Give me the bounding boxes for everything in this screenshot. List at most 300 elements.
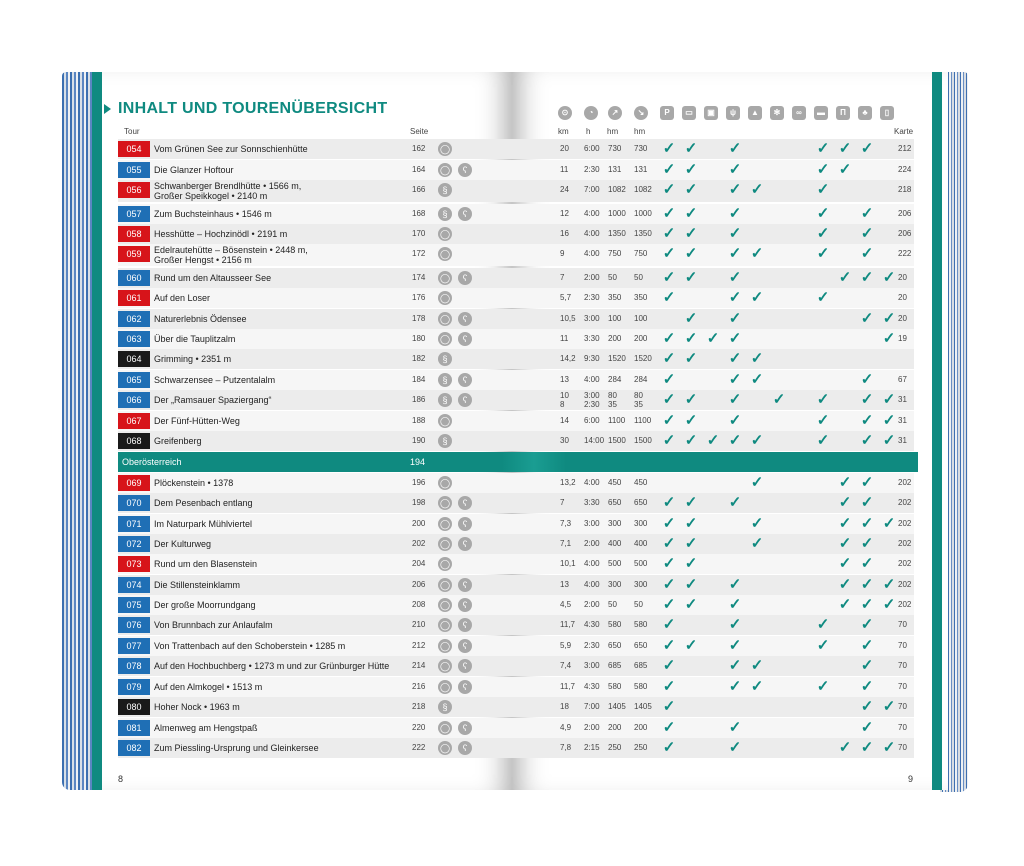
tour-hours: 2:00 <box>584 723 600 732</box>
tour-descent: 1350 <box>634 229 652 238</box>
tour-descent: 1082 <box>634 185 652 194</box>
tour-ascent: 650 <box>608 641 622 650</box>
train-icon: ▣ <box>704 106 718 120</box>
region-page: 194 <box>410 457 426 467</box>
tour-number-badge: 078 <box>118 658 150 674</box>
tour-km: 7,1 <box>560 539 572 548</box>
checkmark-icon: ✓ <box>838 535 852 552</box>
checkmark-icon: ✓ <box>882 269 896 286</box>
checkmark-icon: ✓ <box>662 161 676 178</box>
tour-ascent: 100 <box>608 314 622 323</box>
tour-map: 19 <box>898 334 907 343</box>
checkmark-icon: ✓ <box>750 289 764 306</box>
round-trip-icon: ◯ <box>439 620 451 630</box>
tour-map: 202 <box>898 498 912 507</box>
checkmark-icon: ✓ <box>662 225 676 242</box>
tour-number-badge: 057 <box>118 206 150 222</box>
tour-km: 5,9 <box>560 641 572 650</box>
checkmark-icon: ✓ <box>662 515 676 532</box>
tour-number-badge: 079 <box>118 679 150 695</box>
tour-ascent: 200 <box>608 334 622 343</box>
tour-map: 202 <box>898 519 912 528</box>
tour-map: 222 <box>898 249 912 258</box>
round-trip-icon: ◯ <box>439 661 451 671</box>
tour-name[interactable]: Almenweg am Hengstpaß <box>154 723 258 733</box>
tour-ascent: 1000 <box>608 209 626 218</box>
checkmark-icon: ✓ <box>662 678 676 695</box>
tour-name[interactable]: Auf den Almkogel • 1513 m <box>154 682 263 692</box>
parking-icon: P <box>660 106 674 120</box>
tour-name[interactable]: Im Naturpark Mühlviertel <box>154 519 253 529</box>
tour-map: 67 <box>898 375 907 384</box>
family-icon: ʕ <box>458 537 472 551</box>
tour-name[interactable]: Die Glanzer Hoftour <box>154 165 234 175</box>
checkmark-icon: ✓ <box>860 535 874 552</box>
checkmark-icon: ✓ <box>662 412 676 429</box>
tour-map: 70 <box>898 702 907 711</box>
family-icon: ʕ <box>458 517 472 531</box>
bed-icon: ▬ <box>814 106 828 120</box>
checkmark-icon: ✓ <box>860 245 874 262</box>
checkmark-icon: ✓ <box>860 515 874 532</box>
tour-name[interactable]: Zum Buchsteinhaus • 1546 m <box>154 209 272 219</box>
tour-hours: 2:30 <box>584 293 600 302</box>
tour-name[interactable]: Vom Grünen See zur Sonnschienhütte <box>154 144 308 154</box>
checkmark-icon: ✓ <box>882 432 896 449</box>
tour-page: 210 <box>412 620 426 629</box>
tour-hours: 4:00 <box>584 229 600 238</box>
checkmark-icon: ✓ <box>728 181 742 198</box>
tour-descent: 1405 <box>634 702 652 711</box>
tour-ascent: 650 <box>608 498 622 507</box>
tour-name[interactable]: Die Stillensteinklamm <box>154 580 241 590</box>
tour-km: 10 8 <box>560 391 569 409</box>
tour-km: 13,2 <box>560 478 576 487</box>
region-row <box>118 452 918 472</box>
checkmark-icon: ✓ <box>662 657 676 674</box>
tour-ascent: 400 <box>608 539 622 548</box>
tour-map: 224 <box>898 165 912 174</box>
tour-page: 196 <box>412 478 426 487</box>
row-background <box>118 431 914 451</box>
tour-name[interactable]: Greifenberg <box>154 436 202 446</box>
round-trip-icon: ◯ <box>439 293 451 303</box>
tour-name[interactable]: Zum Piessling-Ursprung und Gleinkersee <box>154 743 319 753</box>
checkmark-icon: ✓ <box>662 205 676 222</box>
checkmark-icon: ✓ <box>684 412 698 429</box>
checkmark-icon: ✓ <box>728 161 742 178</box>
tour-km: 7 <box>560 273 565 282</box>
tour-descent: 80 35 <box>634 391 643 409</box>
checkmark-icon: ✓ <box>860 391 874 408</box>
tour-name[interactable]: Der Fünf-Hütten-Weg <box>154 416 240 426</box>
family-icon: ʕ <box>458 618 472 632</box>
route-icon: § <box>438 434 452 448</box>
tour-map: 31 <box>898 395 907 404</box>
tour-number-badge: 068 <box>118 433 150 449</box>
tour-page: 178 <box>412 314 426 323</box>
tour-ascent: 750 <box>608 249 622 258</box>
checkmark-icon: ✓ <box>882 391 896 408</box>
row-background <box>118 473 914 493</box>
checkmark-icon: ✓ <box>728 637 742 654</box>
tour-number-badge: 067 <box>118 413 150 429</box>
tour-descent: 131 <box>634 165 648 174</box>
tour-name[interactable]: Naturerlebnis Ödensee <box>154 314 247 324</box>
checkmark-icon: ✓ <box>728 245 742 262</box>
tour-descent: 250 <box>634 743 648 752</box>
checkmark-icon: ✓ <box>860 678 874 695</box>
route-icon: § <box>438 373 452 387</box>
checkmark-icon: ✓ <box>816 205 830 222</box>
tour-name[interactable]: Der große Moorrundgang <box>154 600 256 610</box>
tour-hours: 4:30 <box>584 682 600 691</box>
tour-hours: 2:00 <box>584 273 600 282</box>
tour-km: 13 <box>560 375 569 384</box>
checkmark-icon: ✓ <box>728 412 742 429</box>
header-hm-up: hm <box>607 127 619 136</box>
checkmark-icon: ✓ <box>728 576 742 593</box>
tour-km: 18 <box>560 702 569 711</box>
checkmark-icon: ✓ <box>728 205 742 222</box>
tour-map: 20 <box>898 273 907 282</box>
tour-km: 11,7 <box>560 620 575 629</box>
checkmark-icon: ✓ <box>860 225 874 242</box>
checkmark-icon: ✓ <box>684 637 698 654</box>
tour-ascent: 50 <box>608 273 617 282</box>
checkmark-icon: ✓ <box>750 350 764 367</box>
tour-number-badge: 056 <box>118 182 150 198</box>
tour-km: 4,5 <box>560 600 572 609</box>
checkmark-icon: ✓ <box>860 432 874 449</box>
tour-descent: 1500 <box>634 436 652 445</box>
tour-map: 202 <box>898 580 912 589</box>
tour-page: 184 <box>412 375 426 384</box>
tour-map: 202 <box>898 600 912 609</box>
tour-map: 206 <box>898 229 912 238</box>
tour-descent: 50 <box>634 273 643 282</box>
tour-hours: 3:00 <box>584 519 600 528</box>
checkmark-icon: ✓ <box>838 161 852 178</box>
tour-ascent: 500 <box>608 559 622 568</box>
checkmark-icon: ✓ <box>860 739 874 756</box>
tour-map: 20 <box>898 314 907 323</box>
tour-number-badge: 055 <box>118 162 150 178</box>
checkmark-icon: ✓ <box>684 310 698 327</box>
time-icon: ◔ <box>584 106 598 120</box>
checkmark-icon: ✓ <box>838 555 852 572</box>
tour-hours: 4:00 <box>584 375 600 384</box>
checkmark-icon: ✓ <box>750 474 764 491</box>
checkmark-icon: ✓ <box>662 432 676 449</box>
checkmark-icon: ✓ <box>728 310 742 327</box>
checkmark-icon: ✓ <box>662 719 676 736</box>
family-icon: ʕ <box>458 373 472 387</box>
checkmark-icon: ✓ <box>750 181 764 198</box>
tour-descent: 1520 <box>634 354 652 363</box>
checkmark-icon: ✓ <box>750 371 764 388</box>
tour-map: 20 <box>898 293 907 302</box>
tour-descent: 450 <box>634 478 648 487</box>
tour-ascent: 131 <box>608 165 622 174</box>
tour-descent: 300 <box>634 580 648 589</box>
checkmark-icon: ✓ <box>882 310 896 327</box>
tour-number-badge: 074 <box>118 577 150 593</box>
tour-number-badge: 069 <box>118 475 150 491</box>
tour-number-badge: 065 <box>118 372 150 388</box>
checkmark-icon: ✓ <box>860 616 874 633</box>
tour-page: 216 <box>412 682 426 691</box>
checkmark-icon: ✓ <box>684 494 698 511</box>
checkmark-icon: ✓ <box>662 140 676 157</box>
tour-page: 176 <box>412 293 426 302</box>
checkmark-icon: ✓ <box>860 205 874 222</box>
tour-page: 186 <box>412 395 426 404</box>
tour-name[interactable]: Rund um den Altausseer See <box>154 273 272 283</box>
tour-descent: 50 <box>634 600 643 609</box>
tour-number-badge: 063 <box>118 331 150 347</box>
checkmark-icon: ✓ <box>750 678 764 695</box>
tour-km: 13 <box>560 580 569 589</box>
row-background <box>118 160 914 180</box>
region-label: Oberösterreich <box>122 457 182 467</box>
winter-icon: ✻ <box>770 106 784 120</box>
checkmark-icon: ✓ <box>838 140 852 157</box>
round-trip-icon: ◯ <box>439 580 451 590</box>
tour-page: 208 <box>412 600 426 609</box>
tour-number-badge: 060 <box>118 270 150 286</box>
map-icon: ▯ <box>880 106 894 120</box>
tour-descent: 400 <box>634 539 648 548</box>
tour-name[interactable]: Auf den Loser <box>154 293 211 303</box>
checkmark-icon: ✓ <box>816 678 830 695</box>
tour-name[interactable]: Dem Pesenbach entlang <box>154 498 253 508</box>
tour-descent: 200 <box>634 723 648 732</box>
checkmark-icon: ✓ <box>860 412 874 429</box>
tour-descent: 300 <box>634 519 648 528</box>
tour-ascent: 1350 <box>608 229 626 238</box>
checkmark-icon: ✓ <box>728 596 742 613</box>
tour-descent: 580 <box>634 620 648 629</box>
tour-page: 162 <box>412 144 426 153</box>
checkmark-icon: ✓ <box>816 637 830 654</box>
tour-page: 170 <box>412 229 426 238</box>
checkmark-icon: ✓ <box>662 181 676 198</box>
tour-name[interactable]: Der „Ramsauer Spaziergang“ <box>154 395 272 405</box>
tour-name[interactable]: Hesshütte – Hochzinödl • 2191 m <box>154 229 288 239</box>
tour-page: 164 <box>412 165 426 174</box>
checkmark-icon: ✓ <box>838 576 852 593</box>
museum-icon: Π <box>836 106 850 120</box>
checkmark-icon: ✓ <box>662 698 676 715</box>
tour-km: 7,8 <box>560 743 572 752</box>
checkmark-icon: ✓ <box>728 719 742 736</box>
tour-hours: 2:15 <box>584 743 600 752</box>
tour-name[interactable]: Auf den Hochbuchberg • 1273 m und zur Grünburger Hütte <box>154 661 390 671</box>
checkmark-icon: ✓ <box>750 657 764 674</box>
tour-hours: 3:00 <box>584 314 600 323</box>
tour-page: 206 <box>412 580 426 589</box>
tour-name[interactable]: Plöckenstein • 1378 <box>154 478 234 488</box>
tour-ascent: 250 <box>608 743 622 752</box>
tour-map: 70 <box>898 682 907 691</box>
checkmark-icon: ✓ <box>684 391 698 408</box>
checkmark-icon: ✓ <box>684 555 698 572</box>
tour-km: 14,2 <box>560 354 576 363</box>
checkmark-icon: ✓ <box>662 330 676 347</box>
round-trip-icon: ◯ <box>439 478 451 488</box>
header-km: km <box>558 127 569 136</box>
family-icon: ʕ <box>458 312 472 326</box>
checkmark-icon: ✓ <box>882 515 896 532</box>
tour-descent: 350 <box>634 293 648 302</box>
round-trip-icon: ◯ <box>439 723 451 733</box>
tour-name[interactable]: Schwanberger Brendlhütte • 1566 m, Großer Speikkogel • 2140 m <box>154 181 302 201</box>
checkmark-icon: ✓ <box>882 330 896 347</box>
tour-ascent: 730 <box>608 144 622 153</box>
tour-ascent: 284 <box>608 375 622 384</box>
tour-page: 168 <box>412 209 426 218</box>
tour-name[interactable]: Der Kulturweg <box>154 539 212 549</box>
tour-hours: 4:30 <box>584 620 600 629</box>
tour-ascent: 80 35 <box>608 391 617 409</box>
row-background <box>118 288 914 308</box>
tour-number-badge: 082 <box>118 740 150 756</box>
header-seite: Seite <box>410 127 429 136</box>
checkmark-icon: ✓ <box>838 739 852 756</box>
tour-page: 218 <box>412 702 426 711</box>
tour-hours: 4:00 <box>584 559 600 568</box>
descent-icon: ↘ <box>634 106 648 120</box>
hut-icon: ▲ <box>748 106 762 120</box>
checkmark-icon: ✓ <box>684 269 698 286</box>
tour-hours: 14:00 <box>584 436 605 445</box>
tour-name[interactable]: Von Brunnbach zur Anlaufalm <box>154 620 273 630</box>
tour-ascent: 580 <box>608 620 622 629</box>
tour-hours: 2:30 <box>584 641 600 650</box>
tour-number-badge: 061 <box>118 290 150 306</box>
family-icon: ʕ <box>458 578 472 592</box>
checkmark-icon: ✓ <box>860 474 874 491</box>
tour-page: 200 <box>412 519 426 528</box>
tour-number-badge: 062 <box>118 311 150 327</box>
page-number-left: 8 <box>118 774 124 784</box>
checkmark-icon: ✓ <box>728 739 742 756</box>
checkmark-icon: ✓ <box>684 350 698 367</box>
tour-page: 166 <box>412 185 426 194</box>
family-icon: ʕ <box>458 496 472 510</box>
tour-hours: 3:00 <box>584 661 600 670</box>
checkmark-icon: ✓ <box>860 140 874 157</box>
page-number-right: 9 <box>908 774 914 784</box>
tour-map: 202 <box>898 539 912 548</box>
tour-map: 70 <box>898 620 907 629</box>
tour-hours: 3:00 2:30 <box>584 391 600 409</box>
checkmark-icon: ✓ <box>662 596 676 613</box>
tour-name[interactable]: Rund um den Blasenstein <box>154 559 258 569</box>
family-icon: ʕ <box>458 741 472 755</box>
tour-hours: 2:30 <box>584 165 600 174</box>
accent-bar-right <box>932 72 942 790</box>
checkmark-icon: ✓ <box>662 371 676 388</box>
tour-hours: 4:00 <box>584 580 600 589</box>
checkmark-icon: ✓ <box>728 225 742 242</box>
tour-name[interactable]: Edelrautehütte – Bösenstein • 2448 m, Großer Hengst • 2156 m <box>154 245 308 265</box>
checkmark-icon: ✓ <box>860 698 874 715</box>
tour-name[interactable]: Grimming • 2351 m <box>154 354 232 364</box>
checkmark-icon: ✓ <box>816 289 830 306</box>
route-icon: § <box>438 700 452 714</box>
bike-icon: ∞ <box>792 106 806 120</box>
tour-km: 30 <box>560 436 569 445</box>
tour-km: 11,7 <box>560 682 575 691</box>
tour-map: 70 <box>898 743 907 752</box>
tour-page: 222 <box>412 743 426 752</box>
checkmark-icon: ✓ <box>860 310 874 327</box>
round-trip-icon: ◯ <box>439 539 451 549</box>
tour-page: 174 <box>412 273 426 282</box>
tour-km: 7,4 <box>560 661 572 670</box>
tour-number-badge: 073 <box>118 556 150 572</box>
tour-hours: 9:30 <box>584 354 600 363</box>
tour-name[interactable]: Von Trattenbach auf den Schoberstein • 1285 m <box>154 641 346 651</box>
tour-hours: 6:00 <box>584 416 600 425</box>
checkmark-icon: ✓ <box>816 181 830 198</box>
header-hm-down: hm <box>634 127 646 136</box>
checkmark-icon: ✓ <box>816 245 830 262</box>
tour-descent: 500 <box>634 559 648 568</box>
checkmark-icon: ✓ <box>662 535 676 552</box>
tour-name[interactable]: Hoher Nock • 1963 m <box>154 702 240 712</box>
tour-descent: 200 <box>634 334 648 343</box>
tour-hours: 7:00 <box>584 185 600 194</box>
checkmark-icon: ✓ <box>684 535 698 552</box>
tour-km: 7,3 <box>560 519 572 528</box>
checkmark-icon: ✓ <box>816 140 830 157</box>
family-icon: ʕ <box>458 680 472 694</box>
tour-ascent: 1520 <box>608 354 626 363</box>
checkmark-icon: ✓ <box>706 330 720 347</box>
tour-km: 10,1 <box>560 559 576 568</box>
checkmark-icon: ✓ <box>882 698 896 715</box>
tour-ascent: 200 <box>608 723 622 732</box>
round-trip-icon: ◯ <box>439 314 451 324</box>
tour-descent: 284 <box>634 375 648 384</box>
tour-hours: 7:00 <box>584 702 600 711</box>
tour-km: 4,9 <box>560 723 572 732</box>
checkmark-icon: ✓ <box>838 494 852 511</box>
family-icon: ʕ <box>458 598 472 612</box>
route-icon: § <box>438 352 452 366</box>
tour-hours: 4:00 <box>584 249 600 258</box>
checkmark-icon: ✓ <box>684 515 698 532</box>
row-background <box>118 349 914 369</box>
checkmark-icon: ✓ <box>882 596 896 613</box>
tour-map: 70 <box>898 661 907 670</box>
checkmark-icon: ✓ <box>882 576 896 593</box>
page-title: INHALT UND TOURENÜBERSICHT <box>118 100 388 117</box>
checkmark-icon: ✓ <box>860 576 874 593</box>
tour-name[interactable]: Schwarzensee – Putzentalalm <box>154 375 276 385</box>
tour-km: 7 <box>560 498 565 507</box>
tour-name[interactable]: Über die Tauplitzalm <box>154 334 236 344</box>
checkmark-icon: ✓ <box>838 596 852 613</box>
tour-number-badge: 058 <box>118 226 150 242</box>
round-trip-icon: ◯ <box>439 165 451 175</box>
checkmark-icon: ✓ <box>662 576 676 593</box>
checkmark-icon: ✓ <box>728 350 742 367</box>
checkmark-icon: ✓ <box>684 205 698 222</box>
